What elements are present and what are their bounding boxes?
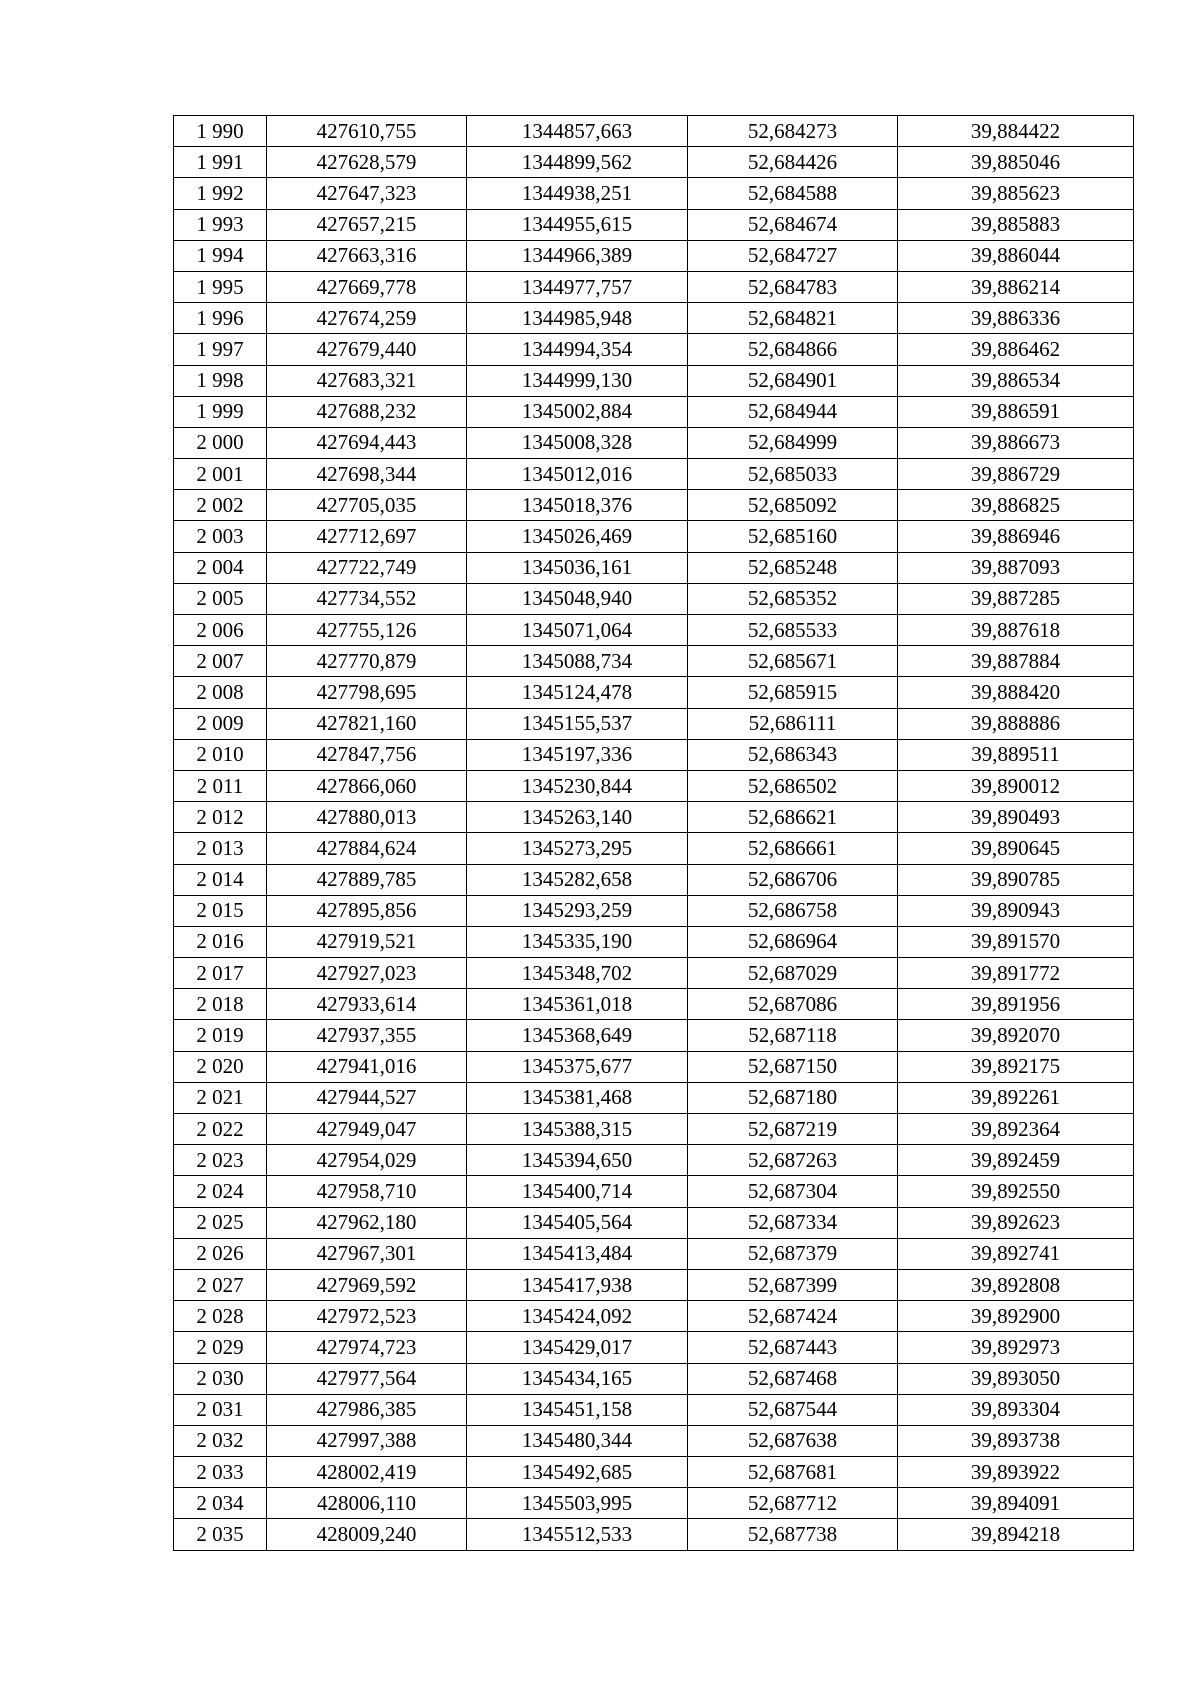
x-coordinate-cell: 427919,521 — [267, 926, 467, 957]
latitude-cell: 52,686343 — [688, 739, 898, 770]
y-coordinate-cell: 1345263,140 — [467, 802, 688, 833]
longitude-cell: 39,892550 — [898, 1176, 1134, 1207]
longitude-cell: 39,892459 — [898, 1145, 1134, 1176]
longitude-cell: 39,889511 — [898, 739, 1134, 770]
x-coordinate-cell: 427933,614 — [267, 989, 467, 1020]
point-number-cell: 2 020 — [174, 1051, 267, 1082]
table-row — [174, 334, 1134, 365]
longitude-cell: 39,885623 — [898, 178, 1134, 209]
longitude-cell: 39,892973 — [898, 1332, 1134, 1363]
longitude-cell: 39,886462 — [898, 334, 1134, 365]
x-coordinate-cell: 427937,355 — [267, 1020, 467, 1051]
table-row — [174, 1207, 1134, 1238]
latitude-cell: 52,684426 — [688, 147, 898, 178]
point-number-cell: 2 007 — [174, 646, 267, 677]
table-row — [174, 1488, 1134, 1519]
latitude-cell: 52,684901 — [688, 365, 898, 396]
latitude-cell: 52,684821 — [688, 303, 898, 334]
longitude-cell: 39,886591 — [898, 396, 1134, 427]
y-coordinate-cell: 1345230,844 — [467, 770, 688, 801]
x-coordinate-cell: 427688,232 — [267, 396, 467, 427]
table-row — [174, 521, 1134, 552]
y-coordinate-cell: 1345335,190 — [467, 926, 688, 957]
latitude-cell: 52,687379 — [688, 1238, 898, 1269]
y-coordinate-cell: 1345018,376 — [467, 490, 688, 521]
point-number-cell: 2 008 — [174, 677, 267, 708]
x-coordinate-cell: 428009,240 — [267, 1519, 467, 1550]
latitude-cell: 52,687334 — [688, 1207, 898, 1238]
table-row — [174, 1332, 1134, 1363]
longitude-cell: 39,888886 — [898, 708, 1134, 739]
point-number-cell: 2 012 — [174, 802, 267, 833]
longitude-cell: 39,891570 — [898, 926, 1134, 957]
x-coordinate-cell: 427770,879 — [267, 646, 467, 677]
longitude-cell: 39,887884 — [898, 646, 1134, 677]
longitude-cell: 39,886729 — [898, 459, 1134, 490]
point-number-cell: 2 023 — [174, 1145, 267, 1176]
point-number-cell: 2 028 — [174, 1301, 267, 1332]
x-coordinate-cell: 427698,344 — [267, 459, 467, 490]
x-coordinate-cell: 427889,785 — [267, 864, 467, 895]
latitude-cell: 52,686621 — [688, 802, 898, 833]
table-row — [174, 427, 1134, 458]
latitude-cell: 52,685160 — [688, 521, 898, 552]
latitude-cell: 52,685533 — [688, 615, 898, 646]
point-number-cell: 2 022 — [174, 1114, 267, 1145]
point-number-cell: 2 014 — [174, 864, 267, 895]
y-coordinate-cell: 1345071,064 — [467, 615, 688, 646]
y-coordinate-cell: 1345417,938 — [467, 1269, 688, 1300]
table-row — [174, 770, 1134, 801]
longitude-cell: 39,893922 — [898, 1457, 1134, 1488]
point-number-cell: 2 026 — [174, 1238, 267, 1269]
table-row — [174, 490, 1134, 521]
table-row — [174, 833, 1134, 864]
latitude-cell: 52,687443 — [688, 1332, 898, 1363]
latitude-cell: 52,686111 — [688, 708, 898, 739]
y-coordinate-cell: 1345088,734 — [467, 646, 688, 677]
point-number-cell: 2 025 — [174, 1207, 267, 1238]
x-coordinate-cell: 427674,259 — [267, 303, 467, 334]
table-row — [174, 1394, 1134, 1425]
longitude-cell: 39,886673 — [898, 427, 1134, 458]
y-coordinate-cell: 1345012,016 — [467, 459, 688, 490]
point-number-cell: 1 999 — [174, 396, 267, 427]
x-coordinate-cell: 427821,160 — [267, 708, 467, 739]
point-number-cell: 2 032 — [174, 1425, 267, 1456]
x-coordinate-cell: 427847,756 — [267, 739, 467, 770]
y-coordinate-cell: 1344857,663 — [467, 116, 688, 147]
longitude-cell: 39,893738 — [898, 1425, 1134, 1456]
longitude-cell: 39,894218 — [898, 1519, 1134, 1550]
x-coordinate-cell: 427880,013 — [267, 802, 467, 833]
x-coordinate-cell: 427941,016 — [267, 1051, 467, 1082]
point-number-cell: 2 030 — [174, 1363, 267, 1394]
y-coordinate-cell: 1344966,389 — [467, 240, 688, 271]
x-coordinate-cell: 427663,316 — [267, 240, 467, 271]
latitude-cell: 52,684944 — [688, 396, 898, 427]
y-coordinate-cell: 1345368,649 — [467, 1020, 688, 1051]
x-coordinate-cell: 427949,047 — [267, 1114, 467, 1145]
point-number-cell: 2 013 — [174, 833, 267, 864]
table-row — [174, 708, 1134, 739]
table-row — [174, 1176, 1134, 1207]
x-coordinate-cell: 427669,778 — [267, 271, 467, 302]
table-row — [174, 646, 1134, 677]
point-number-cell: 2 004 — [174, 552, 267, 583]
latitude-cell: 52,687399 — [688, 1269, 898, 1300]
x-coordinate-cell: 427628,579 — [267, 147, 467, 178]
document-page — [173, 115, 1134, 1551]
y-coordinate-cell: 1345008,328 — [467, 427, 688, 458]
x-coordinate-cell: 427798,695 — [267, 677, 467, 708]
point-number-cell: 2 035 — [174, 1519, 267, 1550]
table-row — [174, 958, 1134, 989]
longitude-cell: 39,892364 — [898, 1114, 1134, 1145]
y-coordinate-cell: 1345026,469 — [467, 521, 688, 552]
y-coordinate-cell: 1345293,259 — [467, 895, 688, 926]
latitude-cell: 52,687118 — [688, 1020, 898, 1051]
x-coordinate-cell: 427694,443 — [267, 427, 467, 458]
latitude-cell: 52,687304 — [688, 1176, 898, 1207]
x-coordinate-cell: 427967,301 — [267, 1238, 467, 1269]
y-coordinate-cell: 1345394,650 — [467, 1145, 688, 1176]
point-number-cell: 1 990 — [174, 116, 267, 147]
x-coordinate-cell: 427895,856 — [267, 895, 467, 926]
latitude-cell: 52,687263 — [688, 1145, 898, 1176]
point-number-cell: 2 002 — [174, 490, 267, 521]
longitude-cell: 39,890943 — [898, 895, 1134, 926]
y-coordinate-cell: 1345480,344 — [467, 1425, 688, 1456]
table-row — [174, 240, 1134, 271]
point-number-cell: 2 017 — [174, 958, 267, 989]
longitude-cell: 39,890493 — [898, 802, 1134, 833]
x-coordinate-cell: 427927,023 — [267, 958, 467, 989]
y-coordinate-cell: 1345429,017 — [467, 1332, 688, 1363]
y-coordinate-cell: 1345361,018 — [467, 989, 688, 1020]
y-coordinate-cell: 1345048,940 — [467, 583, 688, 614]
point-number-cell: 2 027 — [174, 1269, 267, 1300]
longitude-cell: 39,885883 — [898, 209, 1134, 240]
y-coordinate-cell: 1345388,315 — [467, 1114, 688, 1145]
table-row — [174, 209, 1134, 240]
point-number-cell: 2 034 — [174, 1488, 267, 1519]
table-row — [174, 116, 1134, 147]
point-number-cell: 1 993 — [174, 209, 267, 240]
table-row — [174, 583, 1134, 614]
latitude-cell: 52,685352 — [688, 583, 898, 614]
longitude-cell: 39,892070 — [898, 1020, 1134, 1051]
latitude-cell: 52,686502 — [688, 770, 898, 801]
latitude-cell: 52,687180 — [688, 1082, 898, 1113]
point-number-cell: 2 024 — [174, 1176, 267, 1207]
point-number-cell: 1 992 — [174, 178, 267, 209]
table-row — [174, 1363, 1134, 1394]
table-row — [174, 147, 1134, 178]
x-coordinate-cell: 427944,527 — [267, 1082, 467, 1113]
latitude-cell: 52,687424 — [688, 1301, 898, 1332]
longitude-cell: 39,892900 — [898, 1301, 1134, 1332]
longitude-cell: 39,885046 — [898, 147, 1134, 178]
x-coordinate-cell: 428006,110 — [267, 1488, 467, 1519]
table-row — [174, 552, 1134, 583]
y-coordinate-cell: 1345002,884 — [467, 396, 688, 427]
x-coordinate-cell: 427734,552 — [267, 583, 467, 614]
x-coordinate-cell: 427683,321 — [267, 365, 467, 396]
x-coordinate-cell: 427712,697 — [267, 521, 467, 552]
table-row — [174, 1020, 1134, 1051]
point-number-cell: 1 996 — [174, 303, 267, 334]
point-number-cell: 2 011 — [174, 770, 267, 801]
table-row — [174, 677, 1134, 708]
y-coordinate-cell: 1345273,295 — [467, 833, 688, 864]
longitude-cell: 39,886336 — [898, 303, 1134, 334]
longitude-cell: 39,886946 — [898, 521, 1134, 552]
y-coordinate-cell: 1345405,564 — [467, 1207, 688, 1238]
table-row — [174, 1301, 1134, 1332]
latitude-cell: 52,687712 — [688, 1488, 898, 1519]
y-coordinate-cell: 1345424,092 — [467, 1301, 688, 1332]
latitude-cell: 52,686661 — [688, 833, 898, 864]
y-coordinate-cell: 1344999,130 — [467, 365, 688, 396]
latitude-cell: 52,687219 — [688, 1114, 898, 1145]
x-coordinate-cell: 427962,180 — [267, 1207, 467, 1238]
table-row — [174, 926, 1134, 957]
point-number-cell: 2 005 — [174, 583, 267, 614]
table-row — [174, 615, 1134, 646]
longitude-cell: 39,892175 — [898, 1051, 1134, 1082]
table-row — [174, 271, 1134, 302]
point-number-cell: 2 019 — [174, 1020, 267, 1051]
longitude-cell: 39,886044 — [898, 240, 1134, 271]
x-coordinate-cell: 427974,723 — [267, 1332, 467, 1363]
point-number-cell: 1 994 — [174, 240, 267, 271]
table-row — [174, 178, 1134, 209]
table-row — [174, 1051, 1134, 1082]
x-coordinate-cell: 427657,215 — [267, 209, 467, 240]
y-coordinate-cell: 1345036,161 — [467, 552, 688, 583]
table-row — [174, 365, 1134, 396]
point-number-cell: 2 016 — [174, 926, 267, 957]
point-number-cell: 2 006 — [174, 615, 267, 646]
longitude-cell: 39,893304 — [898, 1394, 1134, 1425]
longitude-cell: 39,888420 — [898, 677, 1134, 708]
longitude-cell: 39,892623 — [898, 1207, 1134, 1238]
point-number-cell: 2 015 — [174, 895, 267, 926]
table-row — [174, 1269, 1134, 1300]
table-row — [174, 802, 1134, 833]
y-coordinate-cell: 1345124,478 — [467, 677, 688, 708]
latitude-cell: 52,684866 — [688, 334, 898, 365]
table-row — [174, 1082, 1134, 1113]
latitude-cell: 52,687086 — [688, 989, 898, 1020]
table-row — [174, 1238, 1134, 1269]
latitude-cell: 52,685671 — [688, 646, 898, 677]
table-row — [174, 459, 1134, 490]
latitude-cell: 52,687681 — [688, 1457, 898, 1488]
latitude-cell: 52,687738 — [688, 1519, 898, 1550]
point-number-cell: 2 031 — [174, 1394, 267, 1425]
y-coordinate-cell: 1344985,948 — [467, 303, 688, 334]
latitude-cell: 52,684273 — [688, 116, 898, 147]
y-coordinate-cell: 1345375,677 — [467, 1051, 688, 1082]
longitude-cell: 39,893050 — [898, 1363, 1134, 1394]
point-number-cell: 1 995 — [174, 271, 267, 302]
latitude-cell: 52,685033 — [688, 459, 898, 490]
y-coordinate-cell: 1344977,757 — [467, 271, 688, 302]
x-coordinate-cell: 427986,385 — [267, 1394, 467, 1425]
x-coordinate-cell: 427755,126 — [267, 615, 467, 646]
table-row — [174, 396, 1134, 427]
y-coordinate-cell: 1345348,702 — [467, 958, 688, 989]
point-number-cell: 2 033 — [174, 1457, 267, 1488]
longitude-cell: 39,892261 — [898, 1082, 1134, 1113]
point-number-cell: 2 001 — [174, 459, 267, 490]
latitude-cell: 52,687150 — [688, 1051, 898, 1082]
y-coordinate-cell: 1344938,251 — [467, 178, 688, 209]
table-row — [174, 1519, 1134, 1550]
longitude-cell: 39,887618 — [898, 615, 1134, 646]
x-coordinate-cell: 427997,388 — [267, 1425, 467, 1456]
x-coordinate-cell: 427679,440 — [267, 334, 467, 365]
latitude-cell: 52,686758 — [688, 895, 898, 926]
latitude-cell: 52,687638 — [688, 1425, 898, 1456]
y-coordinate-cell: 1344994,354 — [467, 334, 688, 365]
y-coordinate-cell: 1344955,615 — [467, 209, 688, 240]
y-coordinate-cell: 1345503,995 — [467, 1488, 688, 1519]
point-number-cell: 2 029 — [174, 1332, 267, 1363]
point-number-cell: 2 003 — [174, 521, 267, 552]
x-coordinate-cell: 427866,060 — [267, 770, 467, 801]
latitude-cell: 52,685915 — [688, 677, 898, 708]
y-coordinate-cell: 1344899,562 — [467, 147, 688, 178]
latitude-cell: 52,687029 — [688, 958, 898, 989]
x-coordinate-cell: 427969,592 — [267, 1269, 467, 1300]
longitude-cell: 39,892741 — [898, 1238, 1134, 1269]
y-coordinate-cell: 1345197,336 — [467, 739, 688, 770]
longitude-cell: 39,891772 — [898, 958, 1134, 989]
table-row — [174, 739, 1134, 770]
table-row — [174, 1457, 1134, 1488]
coordinates-table-body — [174, 116, 1134, 1551]
point-number-cell: 2 009 — [174, 708, 267, 739]
longitude-cell: 39,891956 — [898, 989, 1134, 1020]
longitude-cell: 39,886825 — [898, 490, 1134, 521]
y-coordinate-cell: 1345512,533 — [467, 1519, 688, 1550]
longitude-cell: 39,887285 — [898, 583, 1134, 614]
table-row — [174, 1145, 1134, 1176]
y-coordinate-cell: 1345451,158 — [467, 1394, 688, 1425]
latitude-cell: 52,684999 — [688, 427, 898, 458]
table-row — [174, 864, 1134, 895]
latitude-cell: 52,684674 — [688, 209, 898, 240]
longitude-cell: 39,890645 — [898, 833, 1134, 864]
table-row — [174, 989, 1134, 1020]
longitude-cell: 39,884422 — [898, 116, 1134, 147]
longitude-cell: 39,886214 — [898, 271, 1134, 302]
longitude-cell: 39,886534 — [898, 365, 1134, 396]
point-number-cell: 1 997 — [174, 334, 267, 365]
longitude-cell: 39,890012 — [898, 770, 1134, 801]
y-coordinate-cell: 1345381,468 — [467, 1082, 688, 1113]
x-coordinate-cell: 427954,029 — [267, 1145, 467, 1176]
y-coordinate-cell: 1345492,685 — [467, 1457, 688, 1488]
point-number-cell: 2 021 — [174, 1082, 267, 1113]
point-number-cell: 1 991 — [174, 147, 267, 178]
x-coordinate-cell: 427884,624 — [267, 833, 467, 864]
x-coordinate-cell: 427722,749 — [267, 552, 467, 583]
y-coordinate-cell: 1345400,714 — [467, 1176, 688, 1207]
table-row — [174, 303, 1134, 334]
x-coordinate-cell: 427705,035 — [267, 490, 467, 521]
x-coordinate-cell: 427610,755 — [267, 116, 467, 147]
latitude-cell: 52,684588 — [688, 178, 898, 209]
latitude-cell: 52,685092 — [688, 490, 898, 521]
point-number-cell: 2 010 — [174, 739, 267, 770]
table-row — [174, 895, 1134, 926]
y-coordinate-cell: 1345155,537 — [467, 708, 688, 739]
y-coordinate-cell: 1345282,658 — [467, 864, 688, 895]
longitude-cell: 39,894091 — [898, 1488, 1134, 1519]
table-row — [174, 1114, 1134, 1145]
x-coordinate-cell: 428002,419 — [267, 1457, 467, 1488]
latitude-cell: 52,685248 — [688, 552, 898, 583]
point-number-cell: 1 998 — [174, 365, 267, 396]
x-coordinate-cell: 427647,323 — [267, 178, 467, 209]
y-coordinate-cell: 1345413,484 — [467, 1238, 688, 1269]
latitude-cell: 52,684783 — [688, 271, 898, 302]
longitude-cell: 39,890785 — [898, 864, 1134, 895]
longitude-cell: 39,887093 — [898, 552, 1134, 583]
point-number-cell: 2 000 — [174, 427, 267, 458]
x-coordinate-cell: 427977,564 — [267, 1363, 467, 1394]
latitude-cell: 52,687468 — [688, 1363, 898, 1394]
latitude-cell: 52,686706 — [688, 864, 898, 895]
longitude-cell: 39,892808 — [898, 1269, 1134, 1300]
latitude-cell: 52,687544 — [688, 1394, 898, 1425]
latitude-cell: 52,686964 — [688, 926, 898, 957]
latitude-cell: 52,684727 — [688, 240, 898, 271]
y-coordinate-cell: 1345434,165 — [467, 1363, 688, 1394]
x-coordinate-cell: 427958,710 — [267, 1176, 467, 1207]
coordinates-table — [173, 115, 1134, 1551]
point-number-cell: 2 018 — [174, 989, 267, 1020]
table-row — [174, 1425, 1134, 1456]
x-coordinate-cell: 427972,523 — [267, 1301, 467, 1332]
